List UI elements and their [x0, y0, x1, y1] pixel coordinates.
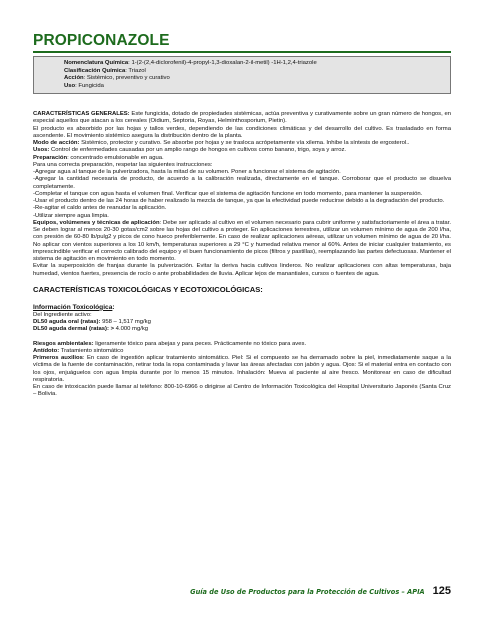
- step-3: -Completar el tanque con agua hasta el volumen final. Verificar que el sistema de agitación funcione en todo momento, para mantener la suspensión.: [33, 190, 423, 197]
- nomenclatura-value: : 1-(2-(2,4-diclorofenil)-4-propyl-1,3-dioxalan-2-il-metil) -1H-1,2,4-triazole: [128, 60, 317, 66]
- preparacion-intro: Para una correcta preparación, respetar las siguientes instrucciones:: [33, 161, 213, 168]
- caracteristicas-text: Este fungicida, dotado de propiedades sistémicas, actúa preventiva y curativamente sobre un gran número de hongos, en especial aquellos que atacan a los cereales (Oidium, Septoria, Royas, Helminthosporium, Pietin).: [33, 111, 451, 125]
- modo-paragraph: [33, 140, 451, 147]
- modo-text: Sistémico, protector y curativo. Se absorbe por hojas y se trasloca acrópetamente vía xilema. Inhibe la síntesis de ergosterol..: [79, 140, 410, 146]
- info-toxicologica-colon: :: [112, 303, 115, 311]
- evitar-paragraph: Evitar la superposición de franjas durante la pulverización. Evitar la deriva hacia cultivos linderos. No realizar aplicaciones con altas temperaturas, baja humedad, vientos fuertes, presencia de rocío o ante probabilidades de lluvia. Aplicar lejos de manantiales, cursos o fuentes de agua.: [33, 263, 451, 277]
- antidoto-label: Antídoto:: [33, 347, 60, 354]
- preparacion-text: : concentrado emulsionable en agua.: [67, 154, 164, 161]
- footer-title: Guía de Uso de Productos para la Protección de Cultivos – APIA: [190, 588, 425, 596]
- page-title: PROPICONAZOLE: [33, 32, 170, 49]
- dl50-dermal-label: DL50 aguda dermal (ratas): >: [33, 326, 115, 333]
- step-4: -Usar el producto dentro de las 24 horas de haber realizado la mezcla de tanque, ya que la efectividad puede reducirse debido a la degradación del producto.: [33, 198, 445, 204]
- antidoto-paragraph: [33, 348, 451, 355]
- nomenclatura-label: Nomenclatura Química: [64, 60, 129, 66]
- info-toxicologica-title: [33, 304, 451, 312]
- riesgos-label: Riesgos ambientales:: [33, 340, 94, 347]
- clasificacion-row: [64, 68, 445, 76]
- equipos-text: : Debe ser aplicado al cultivo en el volumen necesario para cubrir uniforme y satisfactoriamente el área a tratar. Se deben lograr al menos 20-30 gotas/cm2 sobre las hojas del cultivo a proteger. En aplicaciones terrestres, utilizar un volumen mínimo de agua de 200 l/ha, con presión de 60-80 lb/pulg2 y picos de cono hueco preferiblemente. En caso de realizar aplicaciones aéreas, utilizar un volumen mínimo de agua de 20 l/ha. No aplicar con vientos superiores a los 10 km/h, temperaturas superiores a 29 °C y humedad relativa menor al 60%. Antes de iniciar cualquier tratamiento, es imprescindible verificar el correcto calibrado del equipo y el buen funcionamiento de picos (filtros y pastillas), reemplazando las partes defectuosas. Mantener el sistema de agitación en movimiento en todo momento.: [33, 219, 451, 262]
- intoxicacion-paragraph: En caso de intoxicación puede llamar al teléfono: 800-10-6966 o dirigirse al Centro de Información Toxicológica del Hospital Universitario Japonés (Santa Cruz – Bolivia.: [33, 384, 451, 398]
- clasificacion-value: : Triazol: [125, 67, 146, 74]
- spacer: [33, 278, 451, 285]
- step-2: -Agregar la cantidad necesaria de producto, de acuerdo a la calibración realizada, directamente en el tanque. Corroborar que el producto se disuelva completamente.: [33, 176, 451, 190]
- equipos-paragraph: [33, 220, 451, 264]
- antidoto-text: Tratamiento sintomático: [59, 347, 124, 354]
- step-6: -Utilizar siempre agua limpia.: [33, 212, 109, 219]
- main-content: [33, 111, 451, 399]
- primeros-auxilios-paragraph: [33, 355, 451, 384]
- riesgos-paragraph: [33, 341, 451, 348]
- spacer: [33, 334, 451, 341]
- uso-label: Uso: [64, 82, 76, 89]
- step-5: -Re-agitar el caldo antes de reanudar la aplicación.: [33, 205, 167, 212]
- usos-paragraph: [33, 147, 451, 154]
- preparacion-label: Preparación: [33, 154, 68, 161]
- caracteristicas-label: CARACTERÍSTICAS GENERALES:: [33, 111, 130, 117]
- caracteristicas-paragraph: [33, 111, 451, 126]
- toxicologia-section-title: CARACTERÍSTICAS TOXICOLÓGICAS Y ECOTOXICOLÓGICAS:: [33, 284, 263, 294]
- modo-label: Modo de acción:: [33, 140, 80, 146]
- absorbido-paragraph: El producto es absorbido por las hojas y tallos verdes, dependiendo de las condiciones climáticas y del desarrollo del cultivo. Es trasladado en forma ascendente. El movimiento sistémico asegura la distribución dentro de la planta.: [33, 125, 451, 139]
- product-info-box: [33, 56, 451, 94]
- spacer: [33, 295, 451, 304]
- uso-value: : Fungicida: [75, 82, 104, 89]
- accion-value: : Sistémico, preventivo y curativo: [83, 75, 170, 82]
- preparacion-paragraph: [33, 155, 451, 162]
- uso-row: [64, 83, 445, 91]
- info-toxicologica-label: Información Toxicológica: [33, 303, 113, 311]
- page-footer: [190, 585, 451, 597]
- dl50-dermal-line: [33, 326, 451, 333]
- title-underline: [33, 51, 451, 53]
- page-number: 125: [432, 585, 451, 597]
- clasificacion-label: Clasificación Química: [64, 67, 126, 74]
- accion-row: [64, 75, 445, 83]
- dl50-oral-value: 958 – 1,517 mg/kg: [100, 319, 151, 325]
- primeros-auxilios-label: Primeros auxilios: [33, 355, 83, 361]
- dl50-dermal-value: 4.000 mg/kg: [114, 326, 149, 333]
- ingrediente-activo-line: Del Ingrediente activo:: [33, 311, 92, 318]
- riesgos-text: ligeramente tóxico para abejas y para peces. Prácticamente no tóxico para aves.: [93, 340, 307, 347]
- step-1: -Agregar agua al tanque de la pulverizadora, hasta la mitad de su volumen. Poner a funcionar el sistema de agitación.: [33, 169, 341, 175]
- nomenclatura-row: [64, 60, 445, 68]
- dl50-oral-label: DL50 aguda oral (ratas):: [33, 319, 101, 325]
- usos-label: Usos:: [33, 147, 50, 154]
- dl50-oral-line: [33, 319, 451, 326]
- equipos-label: Equipos, volúmenes y técnicas de aplicación: [33, 219, 160, 226]
- accion-label: Acción: [64, 75, 84, 82]
- usos-text: Control de enfermedades causadas por un amplio rango de hongos en cultivos como banano, trigo, soya y arroz.: [49, 147, 347, 154]
- primeros-auxilios-text: : En caso de ingestión aplicar tratamiento sintomático. Piel: Si el compuesto se ha derramado sobre la piel, inmediatamente saque a la víctima de la fuente de contaminación, retirar toda la ropa contaminada y lavar las áreas afectadas con jabón y agua. Ojos: Si el material entra en contacto con los ojos, enjuáguelos con agua limpia durante por lo menos 15 minutos. Inhalación: Mueva al paciente al aire fresco. Monitorear en caso de dificultad respiratoria.: [33, 355, 451, 383]
